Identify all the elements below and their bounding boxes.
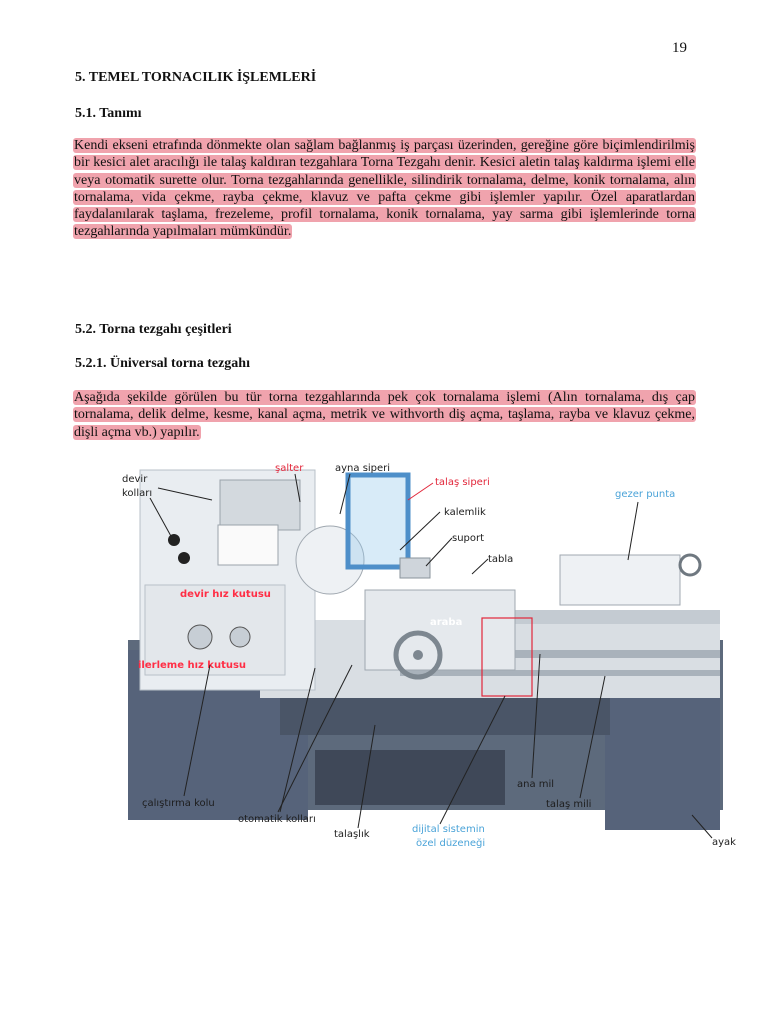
label-gezer-punta: gezer punta — [615, 489, 676, 500]
speed-dial-2 — [230, 627, 250, 647]
label-ayak: ayak — [712, 837, 736, 848]
tailstock-wheel — [680, 555, 700, 575]
control-panel — [220, 480, 300, 530]
lathe-figure — [100, 440, 750, 870]
lathe-diagram — [100, 440, 750, 870]
subsection-universal: 5.2.1. Üniversal torna tezgahı — [75, 356, 250, 371]
definition-paragraph — [73, 137, 696, 241]
lever-knob-2 — [178, 552, 190, 564]
chip-guard — [348, 475, 408, 567]
label-ana-mil: ana mil — [517, 779, 555, 790]
label-devir-hiz-kutusu: devir hız kutusu — [180, 589, 271, 600]
right-leg — [605, 695, 720, 830]
label-ilerleme-hiz-kutusu: ilerleme hız kutusu — [138, 660, 247, 671]
tailstock — [560, 555, 680, 605]
label-kollari: kolları — [122, 488, 153, 499]
highlighted-text: Aşağıda şekilde görülen bu tür torna tezgahlarında pek çok tornalama işlemi (Alın tornalama, dış çap tornalama, delik delme, kesme, kanal açma, metrik ve withvorth diş açma, taşlama, rayba ve klavuz çekme, dişli açma vb.) yapılır. — [74, 390, 695, 440]
label-tabla: tabla — [488, 554, 514, 565]
label-talas-siperi: talaş siperi — [435, 477, 490, 488]
red-leader-lines — [408, 483, 433, 500]
label-suport: suport — [452, 533, 485, 544]
page-number: 19 — [672, 40, 687, 56]
speed-dial — [188, 625, 212, 649]
label-araba: araba — [430, 617, 463, 628]
label-salter: şalter — [275, 463, 304, 474]
label-talaslik: talaşlık — [334, 829, 370, 840]
feed-rod — [400, 670, 720, 676]
chip-tray — [280, 695, 610, 735]
label-dijital-1: dijital sistemin — [412, 824, 485, 835]
info-plate — [218, 525, 278, 565]
tool-post — [400, 558, 430, 578]
lever-knob — [168, 534, 180, 546]
subsection-tanimi: 5.1. Tanımı — [75, 106, 142, 121]
label-ayna-siperi: ayna siperi — [335, 463, 391, 474]
universal-paragraph — [73, 389, 696, 441]
subsection-cesitleri: 5.2. Torna tezgahı çeşitleri — [75, 322, 232, 337]
handwheel-hub — [413, 650, 423, 660]
label-talas-mili: talaş mili — [546, 799, 592, 810]
label-dijital-2: özel düzeneği — [416, 838, 486, 849]
label-devir: devir — [122, 474, 148, 485]
label-kalemlik: kalemlik — [444, 507, 486, 518]
label-otomatik-kollari: otomatik kolları — [238, 814, 316, 825]
chip-drawer — [315, 750, 505, 805]
highlighted-text: Kendi ekseni etrafında dönmekte olan sağlam bağlanmış iş parçası üzerinden, gereğine göre biçimlendirilmiş bir kesici alet aracılığı ile talaş kaldıran tezgahlara Torna Tezgahı denir. Kesici aletin talaş kaldırma işlemi elle veya otomatik surette olur. Torna tezgahlarında genellikle, silindirik tornalama, delme, konik tornalama, alın tornalama, vida çekme, rayba çekme, klavuz ve pafta çekme gibi işlemler yapılır. Özel aparatlardan faydalanılarak taşlama, frezeleme, profil tornalama, konik tornalama, yay sarma gibi işlemlerinde torna tezgahlarında yapılmaları mümkündür. — [74, 138, 695, 240]
label-calistirma-kolu: çalıştırma kolu — [142, 798, 215, 809]
section-title: 5. TEMEL TORNACILIK İŞLEMLERİ — [75, 70, 317, 85]
